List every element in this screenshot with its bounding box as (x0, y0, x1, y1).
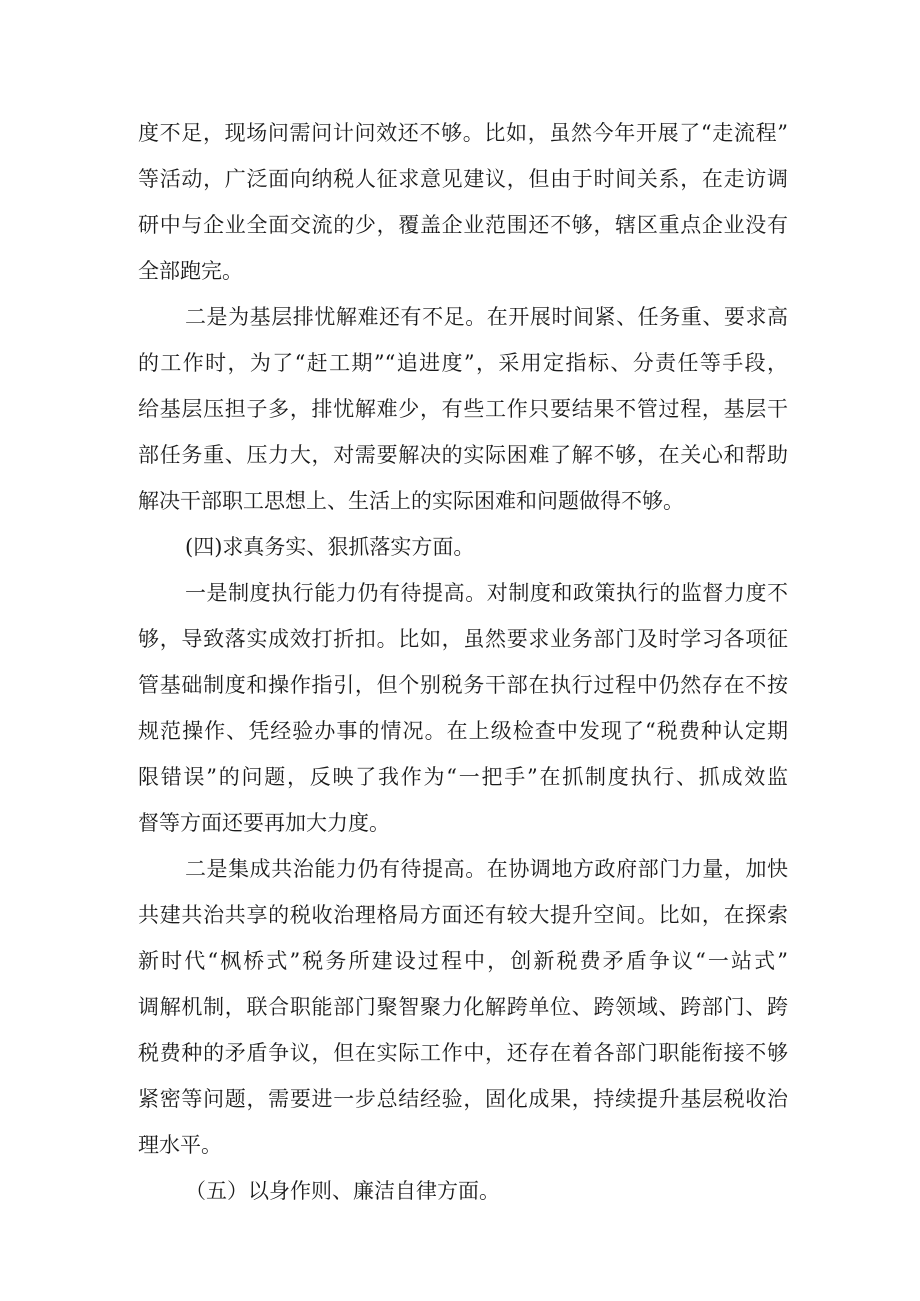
paragraph-line: 一是制度执行能力仍有待提高。对制度和政策执行的监督力度不 (185, 581, 788, 605)
paragraph-line: 度不足，现场问需问计问效还不够。比如，虽然今年开展了“走流程” (138, 121, 788, 145)
paragraph-line: 管基础制度和操作指引，但个别税务干部在执行过程中仍然存在不按 (138, 673, 788, 697)
paragraph-line: 二是为基层排忧解难还有不足。在开展时间紧、任务重、要求高 (185, 305, 788, 329)
paragraph-line: 紧密等问题，需要进一步总结经验，固化成果，持续提升基层税收治 (138, 1087, 788, 1111)
paragraph-line: 解决干部职工思想上、生活上的实际困难和问题做得不够。 (138, 489, 684, 513)
paragraph-line: 研中与企业全面交流的少，覆盖企业范围还不够，辖区重点企业没有 (138, 213, 788, 237)
paragraph-line: 新时代“枫桥式”税务所建设过程中，创新税费矛盾争议“一站式” (138, 949, 788, 973)
paragraph-line: 理水平。 (138, 1133, 222, 1157)
paragraph-line: 够，导致落实成效打折扣。比如，虽然要求业务部门及时学习各项征 (138, 627, 788, 651)
paragraph-line: 等活动，广泛面向纳税人征求意见建议，但由于时间关系，在走访调 (138, 167, 788, 191)
paragraph-line: 给基层压担子多，排忧解难少，有些工作只要结果不管过程，基层干 (138, 397, 788, 421)
paragraph-line: 全部跑完。 (138, 259, 243, 283)
paragraph-line: 共建共治共享的税收治理格局方面还有较大提升空间。比如，在探索 (138, 903, 788, 927)
section-heading: （五）以身作则、廉洁自律方面。 (185, 1179, 500, 1203)
paragraph-line: 限错误”的问题，反映了我作为“一把手”在抓制度执行、抓成效监 (138, 765, 788, 789)
paragraph-line: 的工作时，为了“赶工期”“追进度”，采用定指标、分责任等手段， (138, 351, 788, 375)
paragraph-line: 部任务重、压力大，对需要解决的实际困难了解不够，在关心和帮助 (138, 443, 788, 467)
paragraph-line: 税费种的矛盾争议，但在实际工作中，还存在着各部门职能衔接不够 (138, 1041, 788, 1065)
paragraph-line: 二是集成共治能力仍有待提高。在协调地方政府部门力量，加快 (185, 857, 788, 881)
paragraph-line: 调解机制，联合职能部门聚智聚力化解跨单位、跨领域、跨部门、跨 (138, 995, 788, 1019)
paragraph-line: 督等方面还要再加大力度。 (138, 811, 390, 835)
section-heading: (四)求真务实、狠抓落实方面。 (185, 535, 475, 559)
paragraph-line: 规范操作、凭经验办事的情况。在上级检查中发现了“税费种认定期 (138, 719, 788, 743)
